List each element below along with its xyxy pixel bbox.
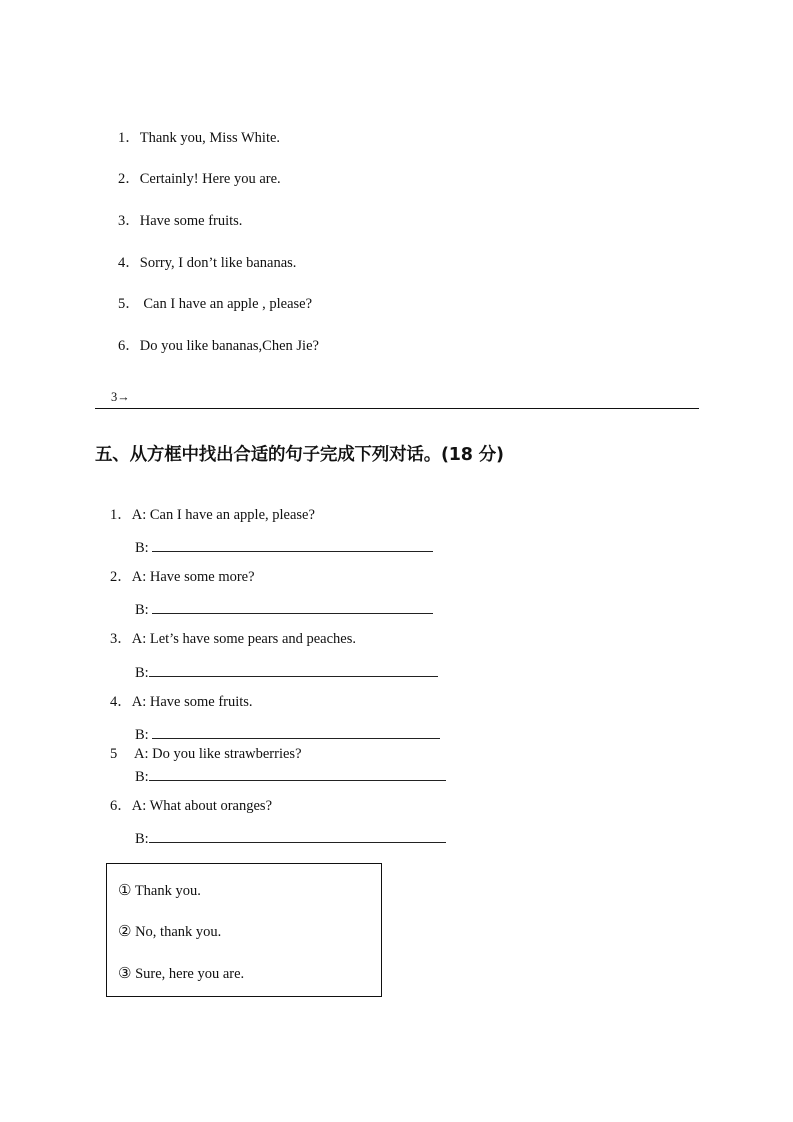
- question-2-prompt: [110, 568, 255, 586]
- answer-blank[interactable]: [149, 662, 438, 677]
- sentence-item-2: [118, 170, 281, 188]
- question-a-line: A: What about oranges?: [131, 798, 273, 814]
- question-6-answer: [135, 828, 446, 848]
- option-marker: ③: [118, 964, 132, 982]
- question-4-answer: [135, 724, 440, 744]
- option-3: [118, 964, 244, 983]
- question-number: 1．: [110, 507, 132, 523]
- sentence-number: 2．: [118, 171, 140, 187]
- sentence-number: 3．: [118, 213, 140, 229]
- question-4-prompt: [110, 693, 253, 711]
- question-a-line: A: Do you like strawberries?: [134, 746, 302, 762]
- sentence-text: Have some fruits.: [139, 213, 243, 229]
- sentence-number: 6．: [118, 338, 140, 354]
- option-text: No, thank you.: [131, 924, 222, 940]
- answer-blank[interactable]: [152, 537, 433, 552]
- sentence-number: 5．: [118, 296, 140, 312]
- option-marker: ②: [118, 922, 132, 940]
- question-number: 5: [110, 746, 118, 762]
- question-number: 6．: [110, 798, 132, 814]
- question-a-line: A: Have some fruits.: [131, 694, 253, 710]
- question-number: 3．: [110, 631, 132, 647]
- question-number: 4．: [110, 694, 132, 710]
- question-1-prompt: [110, 506, 315, 524]
- sentence-text: Sorry, I don’t like bananas.: [139, 255, 297, 271]
- answer-label: B:: [135, 602, 153, 618]
- section-heading: 五、从方框中找出合适的句子完成下列对话。(18 分): [95, 445, 504, 465]
- answer-label: B:: [135, 769, 149, 785]
- question-a-line: A: Have some more?: [131, 569, 255, 585]
- sentence-text: Can I have an apple , please?: [139, 296, 313, 312]
- question-5-answer: [135, 766, 446, 786]
- sentence-number: 4．: [118, 255, 140, 271]
- sentence-number: 1．: [118, 130, 140, 146]
- question-a-line: A: Can I have an apple, please?: [131, 507, 315, 523]
- answer-label: B:: [135, 540, 153, 556]
- option-marker: ①: [118, 881, 132, 899]
- option-text: Sure, here you are.: [131, 966, 245, 982]
- option-2: [118, 922, 221, 941]
- option-1: [118, 881, 201, 900]
- question-6-prompt: [110, 797, 272, 815]
- question-number: 2．: [110, 569, 132, 585]
- question-1-answer: [135, 537, 433, 557]
- option-text: Thank you.: [131, 883, 201, 899]
- question-3-prompt: [110, 630, 356, 648]
- divider-line: [95, 408, 699, 409]
- answer-blank[interactable]: [152, 599, 433, 614]
- sentence-item-6: [118, 337, 319, 355]
- question-2-answer: [135, 599, 433, 619]
- sentence-item-5: [118, 295, 312, 313]
- sentence-item-4: [118, 254, 296, 272]
- sentence-text: Certainly! Here you are.: [139, 171, 281, 187]
- answer-blank[interactable]: [152, 724, 440, 739]
- sentence-item-1: [118, 129, 280, 147]
- options-box: [106, 863, 382, 997]
- sentence-text: Do you like bananas,Chen Jie?: [139, 338, 319, 354]
- answer-marker: 3→: [111, 390, 130, 404]
- question-5-prompt: [110, 745, 302, 763]
- question-a-line: A: Let’s have some pears and peaches.: [131, 631, 357, 647]
- answer-label: B:: [135, 831, 149, 847]
- question-3-answer: [135, 662, 438, 682]
- answer-label: B:: [135, 727, 153, 743]
- answer-blank[interactable]: [149, 766, 446, 781]
- sentence-text: Thank you, Miss White.: [139, 130, 281, 146]
- answer-label: B:: [135, 665, 149, 681]
- sentence-item-3: [118, 212, 242, 230]
- answer-blank[interactable]: [149, 828, 446, 843]
